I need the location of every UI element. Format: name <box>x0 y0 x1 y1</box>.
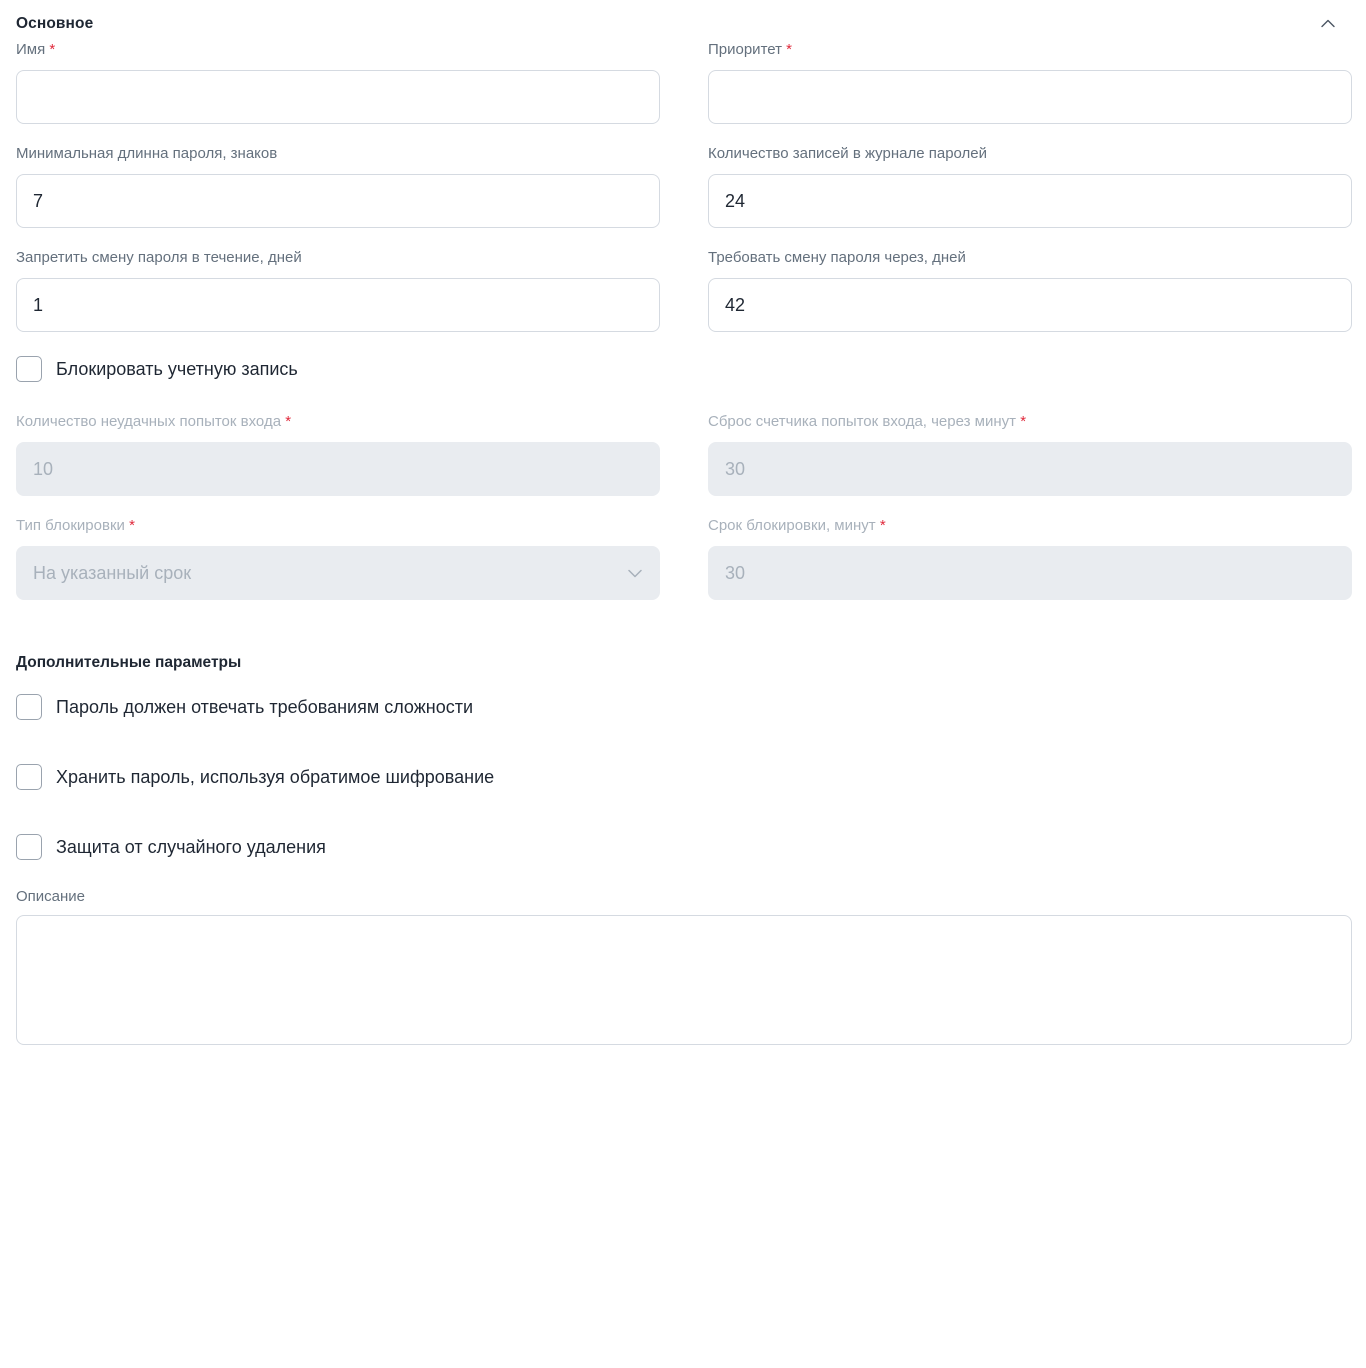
field-name <box>16 40 660 124</box>
min-password-length-input[interactable] <box>16 174 660 228</box>
checkbox-row-complexity[interactable] <box>16 694 1350 720</box>
reset-counter-minutes-input <box>708 442 1352 496</box>
label-lockout-type-text: Тип блокировки <box>16 517 125 534</box>
required-marker: * <box>1020 413 1027 430</box>
field-min-password-length <box>16 144 660 228</box>
lockout-duration-input <box>708 546 1352 600</box>
required-marker: * <box>786 41 792 58</box>
label-failed-attempts-text: Количество неудачных попыток входа <box>16 413 282 430</box>
extra-checkbox-group <box>16 694 1350 860</box>
label-lockout-type <box>16 516 660 536</box>
required-marker: * <box>129 517 135 534</box>
reversible-encryption-label: Хранить пароль, используя обратимое шифрование <box>56 767 495 787</box>
label-name <box>16 40 660 60</box>
field-priority <box>708 40 1352 124</box>
reversible-encryption-checkbox[interactable] <box>16 764 42 790</box>
fields-grid <box>16 40 1350 352</box>
chevron-up-icon[interactable] <box>1314 10 1342 38</box>
checkbox-row-accidental-deletion[interactable] <box>16 834 1350 860</box>
checkbox-row-reversible-encryption[interactable] <box>16 764 1350 790</box>
failed-attempts-input <box>16 442 660 496</box>
extra-params-title: Дополнительные параметры <box>16 654 242 671</box>
lockout-type-select-wrap <box>16 546 660 600</box>
field-min-password-age <box>16 248 660 332</box>
min-password-age-input[interactable] <box>16 278 660 332</box>
lock-account-checkbox[interactable] <box>16 356 42 382</box>
max-password-age-input[interactable] <box>708 278 1352 332</box>
label-reset-counter-minutes-text: Сброс счетчика попыток входа, через минут <box>708 413 1017 430</box>
required-marker: * <box>49 41 56 58</box>
name-input[interactable] <box>16 70 660 124</box>
label-min-password-length: Минимальная длинна пароля, знаков <box>16 145 278 162</box>
lockout-type-select <box>16 546 660 600</box>
label-failed-attempts <box>16 412 660 432</box>
label-priority-text: Приоритет <box>708 41 782 58</box>
accidental-deletion-label: Защита от случайного удаления <box>56 837 326 857</box>
field-max-password-age <box>708 248 1352 332</box>
complexity-label: Пароль должен отвечать требованиям сложности <box>56 697 473 717</box>
label-max-password-age: Требовать смену пароля через, дней <box>708 249 966 266</box>
password-history-count-input[interactable] <box>708 174 1352 228</box>
accidental-deletion-checkbox[interactable] <box>16 834 42 860</box>
label-name-text: Имя <box>16 41 46 58</box>
required-marker: * <box>285 413 292 430</box>
field-lockout-duration <box>708 516 1352 600</box>
lockout-grid <box>16 412 1350 620</box>
label-lockout-duration-text: Срок блокировки, минут <box>708 517 876 534</box>
label-description: Описание <box>16 888 86 905</box>
label-password-history-count: Количество записей в журнале паролей <box>708 145 988 162</box>
field-failed-attempts <box>16 412 660 496</box>
label-min-password-age: Запретить смену пароля в течение, дней <box>16 249 302 266</box>
field-reset-counter-minutes <box>708 412 1352 496</box>
field-lockout-type <box>16 516 660 600</box>
label-priority <box>708 40 1352 60</box>
label-lockout-duration <box>708 516 1352 536</box>
lock-account-label: Блокировать учетную запись <box>56 359 298 379</box>
field-password-history-count <box>708 144 1352 228</box>
description-textarea[interactable] <box>16 915 1352 1045</box>
priority-input[interactable] <box>708 70 1352 124</box>
required-marker: * <box>879 517 886 534</box>
checkbox-row-lock-account[interactable] <box>16 356 1350 382</box>
complexity-checkbox[interactable] <box>16 694 42 720</box>
page-title: Основное <box>16 15 94 32</box>
label-reset-counter-minutes <box>708 412 1352 432</box>
section-header <box>16 0 1350 40</box>
field-description <box>16 888 1350 1050</box>
